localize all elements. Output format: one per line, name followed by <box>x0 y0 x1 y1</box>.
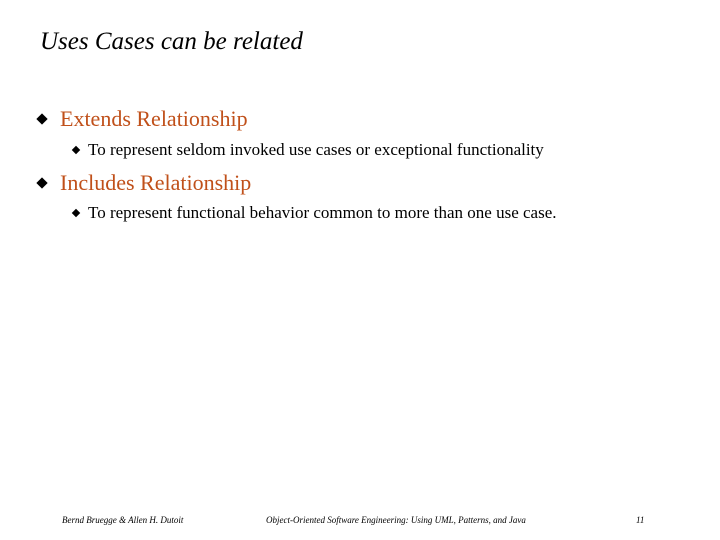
bullet-label-extends: Extends Relationship <box>60 106 248 131</box>
footer-book-title: Object-Oriented Software Engineering: Using UML, Patterns, and Java <box>266 515 526 525</box>
diamond-bullet-icon <box>72 146 80 154</box>
sub-bullet-text-extends: To represent seldom invoked use cases or exceptional functionality <box>88 140 544 159</box>
diamond-bullet-icon <box>72 209 80 217</box>
bullet-extends <box>38 106 248 132</box>
bullet-label-includes: Includes Relationship <box>60 170 252 195</box>
diamond-bullet-icon <box>36 113 47 124</box>
footer-authors: Bernd Bruegge & Allen H. Dutoit <box>62 515 184 525</box>
bullet-includes <box>38 170 251 196</box>
sub-bullet-includes <box>73 203 557 223</box>
diamond-bullet-icon <box>36 177 47 188</box>
sub-bullet-text-includes: To represent functional behavior common to more than one use case. <box>88 203 557 222</box>
sub-bullet-extends <box>73 140 544 160</box>
footer-page-number: 11 <box>636 515 645 525</box>
slide-title: Uses Cases can be related <box>40 28 303 55</box>
